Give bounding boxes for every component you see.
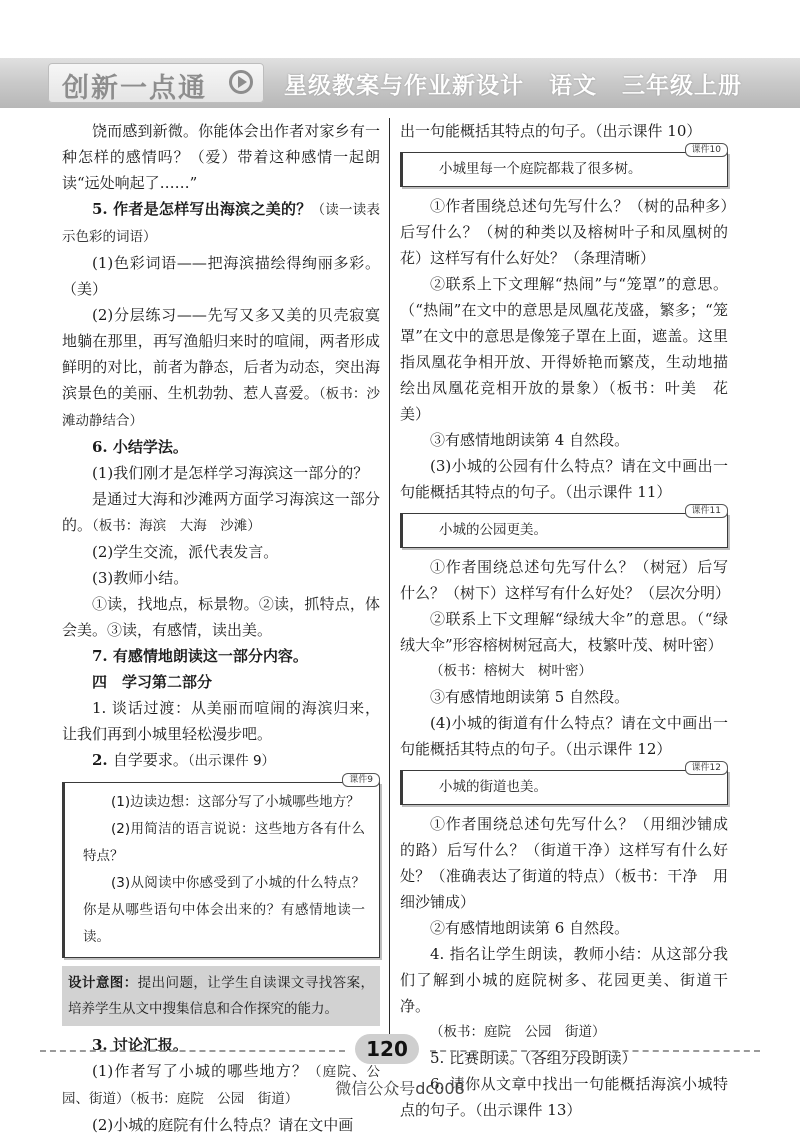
paragraph: ①读，找地点，标景物。②读，抓特点，体会美。③读，有感情，读出美。 xyxy=(62,595,380,639)
paragraph: 饶而感到新微。你能体会出作者对家乡有一种怎样的感情吗？（爱）带着这种感情一起朗读“远处响起了……” xyxy=(62,122,380,192)
courseware-tag: 课件9 xyxy=(342,773,380,787)
paragraph: 6. 请你从文章中找出一句能概括海滨小城特点的句子。（出示课件 13） xyxy=(400,1075,728,1119)
design-intent-label: 设计意图： xyxy=(68,975,138,991)
step-5: 5. 作者是怎样写出海滨之美的？（读一读表示色彩的词语） xyxy=(62,200,380,245)
courseware-text: 小城里每一个庭院都栽了很多树。 xyxy=(439,161,642,177)
paragraph: ②有感情地朗读第 6 自然段。 xyxy=(430,919,630,937)
paragraph: 1. 谈话过渡：从美丽而喧闹的海滨归来，让我们再到小城里轻松漫步吧。 xyxy=(62,699,380,743)
paragraph: ③有感情地朗读第 5 自然段。 xyxy=(430,688,630,706)
courseware-item: (2)用简洁的语言说说：这些地方各有什么特点？ xyxy=(83,821,365,864)
paragraph: ②联系上下文理解“热闹”与“笼罩”的意思。（“热闹”在文中的意思是凤凰花茂盛，繁多；“笼罩”在文中的意思是像笼子罩在上面，遮盖。这里指凤凰花争相开放、开得娇艳而繁茂，生动地描绘出凤凰花竞相开放的景象）（板书：叶美 花美） xyxy=(400,275,728,423)
left-column xyxy=(62,118,380,1138)
courseware-text: 小城的公园更美。 xyxy=(439,522,547,538)
paragraph: (1)色彩词语——把海滨描绘得绚丽多彩。（美） xyxy=(62,254,380,298)
courseware-item: (1)边读边想：这部分写了小城哪些地方？ xyxy=(111,794,360,810)
book-title xyxy=(284,67,758,100)
design-intent-text: 提出问题，让学生自读课文寻找答案，培养学生从文中搜集信息和合作探究的能力。 xyxy=(68,975,375,1017)
courseware-tag: 课件10 xyxy=(685,143,728,157)
paragraph: ②联系上下文理解“绿绒大伞”的意思。（“绿绒大伞”形容榕树树冠高大，枝繁叶茂、树叶密） xyxy=(400,610,728,654)
courseware-box-10 xyxy=(400,145,728,187)
paragraph: (1)我们刚才是怎样学习海滨这一部分的？ xyxy=(92,464,369,482)
footer-rule-right xyxy=(430,1050,760,1052)
step-2: 2. 自学要求。（出示课件 9） xyxy=(92,751,276,769)
paragraph: ③有感情地朗读第 4 自然段。 xyxy=(430,431,630,449)
paragraph: 4. 指名让学生朗读，教师小结：从这部分我们了解到小城的庭院树多、花园更美、街道干净。 xyxy=(400,945,728,1015)
paragraph: ①作者围绕总述句先写什么？（树的品种多）后写什么？（树的种类以及榕树叶子和凤凰树的花）这样写有什么好处？（条理清晰） xyxy=(400,197,728,267)
paragraph: (2)分层练习——先写又多又美的贝壳寂寞地躺在那里，再写渔船归来时的喧闹，两者形成鲜明的对比，前者为静态，后者为动态，突出海滨景色的美丽、生机勃勃、惹人喜爱。（板书：沙滩动静结合） xyxy=(62,306,380,429)
design-intent-box xyxy=(62,966,380,1026)
courseware-box-11 xyxy=(400,506,728,548)
book-title-main: 星级教案与作业新设计 xyxy=(284,73,524,99)
courseware-tag: 课件11 xyxy=(685,504,728,518)
courseware-box-12 xyxy=(400,763,728,805)
paragraph: ①作者围绕总述句先写什么？（树冠）后写什么？（树下）这样写有什么好处？（层次分明） xyxy=(400,558,731,602)
courseware-box-9 xyxy=(62,775,380,958)
footer-rule-left xyxy=(40,1050,345,1052)
paragraph: 出一句能概括其特点的句子。（出示课件 10） xyxy=(400,122,702,140)
paragraph: 是通过大海和沙滩两方面学习海滨这一部分的。（板书：海滨 大海 沙滩） xyxy=(62,490,380,534)
page-header xyxy=(0,58,800,108)
page-number: 120 xyxy=(355,1034,419,1064)
step-6: 6. 小结学法。 xyxy=(92,438,188,456)
paragraph: (2)小城的庭院有什么特点？请在文中画 xyxy=(92,1116,354,1134)
series-logo xyxy=(48,63,264,103)
paragraph: (1)作者写了小城的哪些地方？（庭院、公园、街道）（板书：庭院 公园 街道） xyxy=(62,1062,381,1107)
play-icon xyxy=(229,70,253,94)
board-note: （板书：榕树大 树叶密） xyxy=(430,663,592,679)
courseware-tag: 课件12 xyxy=(685,761,728,775)
paragraph: (4)小城的街道有什么特点？请在文中画出一句能概括其特点的句子。（出示课件 12） xyxy=(400,714,728,758)
paragraph: (3)教师小结。 xyxy=(92,569,189,587)
paragraph: (3)小城的公园有什么特点？请在文中画出一句能概括其特点的句子。（出示课件 11） xyxy=(400,457,728,501)
paragraph: ①作者围绕总述句先写什么？（用细沙铺成的路）后写什么？（街道干净）这样写有什么好处？（准确表达了街道的特点）（板书：干净 用细沙铺成） xyxy=(400,815,728,911)
section-heading: 四 学习第二部分 xyxy=(92,673,213,691)
book-subject: 语文 xyxy=(549,73,598,99)
paragraph: (2)学生交流，派代表发言。 xyxy=(92,543,279,561)
right-column xyxy=(400,118,731,1123)
step-7: 7. 有感情地朗读这一部分内容。 xyxy=(92,647,308,665)
book-grade: 三年级上册 xyxy=(622,73,743,99)
board-note: （板书：庭院 公园 街道） xyxy=(430,1024,606,1040)
paragraph: 5. 比赛朗读。（各组分段朗读） xyxy=(430,1049,637,1067)
courseware-text: 小城的街道也美。 xyxy=(439,779,547,795)
watermark-text: 微信公众号dc008 xyxy=(335,1079,465,1098)
step-3: 3. 讨论汇报。 xyxy=(92,1036,188,1054)
column-divider xyxy=(389,118,390,1036)
logo-text: 创新一点通 xyxy=(62,73,207,104)
courseware-item: (3)从阅读中你感受到了小城的什么特点？你是从哪些语句中体会出来的？有感情地读一读。 xyxy=(83,875,365,945)
